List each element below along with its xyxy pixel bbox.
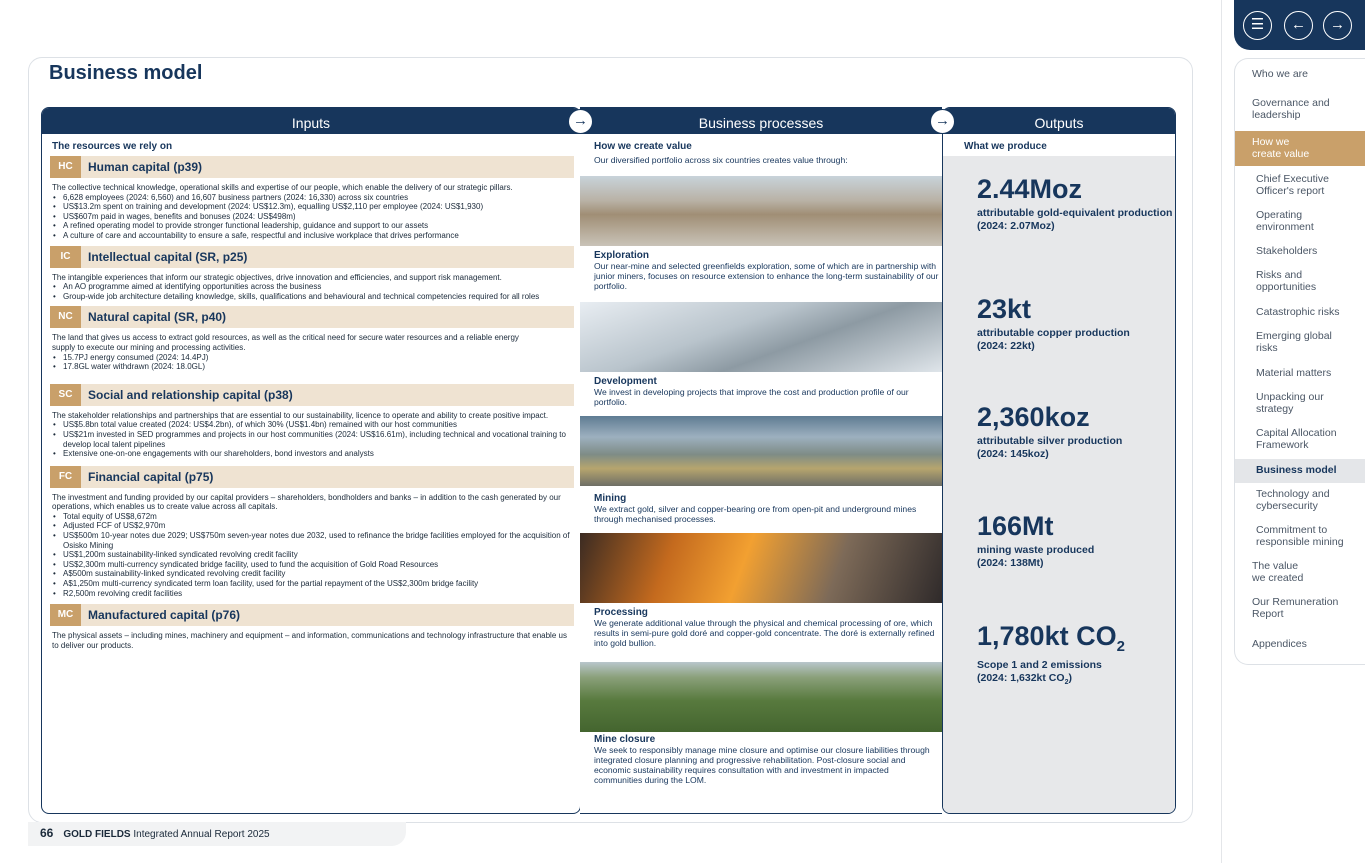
nav-toolbar	[1234, 0, 1365, 50]
nav-item-ceo-report[interactable]: Chief Executive Officer's report	[1256, 173, 1329, 197]
output-prior: (2024: 2.07Moz)	[977, 219, 1055, 232]
nav-item-how-we-create-value[interactable]: How we create value	[1235, 131, 1365, 166]
capital-title[interactable]: Social and relationship capital (p38)	[88, 387, 293, 402]
processes-header: Business processes	[580, 108, 942, 134]
output-value-sub: 2	[1116, 638, 1125, 655]
output-value: 23kt	[977, 294, 1032, 324]
list-item: • A$1,250m multi-currency syndicated term loan facility, used for the partial repayment of the US$2,300m bridge facility	[52, 579, 574, 589]
list-item: • Group-wide job architecture detailing knowledge, skills, qualifications and behavioural and technical competencies required for all roles	[52, 292, 574, 302]
nav-item-governance[interactable]: Governance and leadership	[1252, 97, 1330, 121]
capital-human	[50, 156, 574, 241]
output-prior-end: )	[1068, 671, 1072, 684]
output-gold	[977, 174, 1176, 232]
list-item: • US$13.2m spent on training and development (2024: US$12.3m), equalling US$2,110 per employee (2024: US$1,930)	[52, 202, 507, 212]
nav-panel	[1234, 58, 1365, 665]
exploration-photo	[580, 176, 942, 246]
capital-desc: The investment and funding provided by our capital providers – shareholders, bondholders and banks – in addition to the cash generated by our operations, which enables us to create value across all capitals.	[52, 492, 561, 512]
nav-item-stakeholders[interactable]: Stakeholders	[1256, 245, 1318, 257]
capital-social	[50, 384, 574, 459]
nav-item-remuneration[interactable]: Our Remuneration Report	[1252, 596, 1339, 620]
list-item: • 17.8GL water withdrawn (2024: 18.0GL)	[52, 362, 574, 372]
capital-tag: NC	[50, 306, 81, 328]
capital-desc: The physical assets – including mines, machinery and equipment – and information, communications and technology infrastructure that enable us to deliver our products.	[52, 631, 567, 650]
output-prior: (2024: 138Mt)	[977, 556, 1044, 569]
stage-text: We seek to responsibly manage mine closure and optimise our closure liabilities through integrated closure planning and progressive rehabilitation. Post-closure social and economic sustainability requires consultation with and investment in impacted communities during the LOM.	[594, 745, 930, 785]
arrow-left-icon[interactable]: ←	[1284, 11, 1313, 40]
output-copper	[977, 294, 1176, 352]
arrow-right-icon: →	[930, 109, 955, 134]
capital-natural	[50, 306, 574, 371]
output-label: mining waste produced	[977, 544, 1095, 556]
list-item: • Adjusted FCF of US$2,970m	[52, 521, 574, 531]
stage-title: Development	[594, 376, 657, 387]
capital-manufactured	[50, 604, 574, 650]
output-prior: (2024: 22kt)	[977, 339, 1035, 352]
stage-title: Mining	[594, 493, 627, 504]
inputs-column	[41, 107, 581, 814]
capital-desc: The stakeholder relationships and partnerships that are essential to our sustainability, licence to operate and ability to create positive impact.	[52, 410, 549, 420]
development-photo	[580, 302, 942, 372]
inputs-subhead: The resources we rely on	[52, 141, 173, 152]
list-item: • An AO programme aimed at identifying opportunities across the business	[52, 282, 574, 292]
outputs-column	[942, 107, 1176, 814]
output-label: attributable silver production	[977, 435, 1123, 447]
list-item: • A culture of care and accountability to ensure a safe, respectful and inclusive workplace that drives performance	[52, 231, 574, 241]
capital-tag: FC	[50, 466, 81, 488]
capital-title[interactable]: Financial capital (p75)	[88, 469, 214, 484]
list-item: • Extensive one-on-one engagements with our shareholders, bond investors and analysts	[52, 449, 574, 459]
nav-item-operating-environment[interactable]: Operating environment	[1256, 209, 1314, 233]
capital-title[interactable]: Human capital (p39)	[88, 160, 203, 174]
output-value: 2,360koz	[977, 402, 1090, 432]
output-value: 166Mt	[977, 511, 1054, 541]
output-label: attributable copper production	[977, 327, 1130, 339]
output-silver	[977, 402, 1176, 460]
nav-item-who-we-are[interactable]: Who we are	[1252, 68, 1309, 80]
outputs-subhead: What we produce	[964, 141, 1047, 152]
stage-title: Exploration	[594, 250, 650, 261]
stage-text: We invest in developing projects that improve the cost and production profile of our portfolio.	[594, 387, 909, 407]
list-item: • 6,628 employees (2024: 6,560) and 16,607 business partners (2024: 16,330) across six countries	[52, 193, 574, 203]
list-item: • US$21m invested in SED programmes and projects in our host communities (2024: US$16.61m), including technical and vocational training to develop local talent pipelines	[52, 430, 574, 449]
nav-item-material-matters[interactable]: Material matters	[1256, 367, 1332, 379]
output-label: attributable gold-equivalent production	[977, 207, 1173, 219]
output-waste	[977, 511, 1176, 569]
stage-exploration	[594, 251, 939, 291]
footer	[40, 826, 270, 840]
inputs-header: Inputs	[42, 108, 580, 134]
stage-title: Processing	[594, 607, 648, 618]
mine-closure-photo	[580, 662, 942, 732]
stage-title: Mine closure	[594, 734, 656, 745]
processes-intro: Our diversified portfolio across six countries creates value through:	[594, 155, 848, 165]
list-item: • US$2,300m multi-currency syndicated bridge facility, used to fund the acquisition of Gold Road Resources	[52, 560, 574, 570]
capital-tag: SC	[50, 384, 81, 406]
capital-tag: MC	[50, 604, 81, 626]
stage-text: We extract gold, silver and copper-bearing ore from open-pit and underground mines through mechanised processes.	[594, 504, 917, 524]
list-item: • A refined operating model to provide stronger functional leadership, guidance and support to our assets	[52, 221, 574, 231]
nav-item-technology[interactable]: Technology and cybersecurity	[1256, 488, 1330, 512]
capital-desc: The collective technical knowledge, operational skills and expertise of our people, which enable the delivery of our strategic pillars.	[52, 183, 513, 192]
output-prior: (2024: 145koz)	[977, 447, 1049, 460]
capital-financial	[50, 466, 574, 599]
capital-tag: HC	[50, 156, 81, 178]
outputs-header: Outputs	[943, 108, 1175, 134]
stage-processing	[594, 608, 939, 648]
page-title: Business model	[49, 62, 203, 84]
list-item: • Total equity of US$8,672m	[52, 512, 574, 522]
capital-title[interactable]: Manufactured capital (p76)	[88, 608, 241, 623]
nav-item-strategy[interactable]: Unpacking our strategy	[1256, 391, 1324, 415]
nav-item-responsible-mining[interactable]: Commitment to responsible mining	[1256, 524, 1344, 548]
nav-item-risks[interactable]: Risks and opportunities	[1256, 269, 1317, 293]
page-number: 66	[40, 826, 54, 840]
capital-desc: The land that gives us access to extract gold resources, as well as the critical need for secure water resources and a reliable energy supply to execute our mining and processing activities.	[52, 333, 519, 352]
capital-desc: The intangible experiences that inform our strategic objectives, drive innovation and efficiencies, and support risk management.	[52, 272, 502, 282]
nav-item-catastrophic-risks[interactable]: Catastrophic risks	[1256, 306, 1340, 318]
output-emissions	[977, 621, 1176, 689]
list-item: • US$500m 10-year notes due 2029; US$750m seven-year notes due 2032, used to refinance the bridge facilities employed for the acquisition of Osisko Mining	[52, 531, 574, 550]
stage-text: We generate additional value through the physical and chemical processing of ore, which results in semi-pure gold doré and copper-gold concentrate. The doré is externally refined into gold bullion.	[594, 618, 935, 648]
list-item: • A$500m sustainability-linked syndicated revolving credit facility	[52, 569, 574, 579]
output-label: Scope 1 and 2 emissions	[977, 659, 1102, 671]
stage-text: Our near-mine and selected greenfields exploration, some of which are in partnership with junior miners, focuses on resource extension to enhance the long-term sustainability of our portfolio.	[594, 261, 939, 291]
processing-photo	[580, 533, 942, 603]
mining-photo	[580, 416, 942, 486]
capital-title[interactable]: Natural capital (SR, p40)	[88, 310, 227, 325]
output-value: 2.44Moz	[977, 174, 1083, 204]
footer-doc: Integrated Annual Report 2025	[133, 829, 270, 840]
arrow-right-icon: →	[568, 109, 593, 134]
nav-item-value-we-created[interactable]: The value we created	[1252, 560, 1304, 584]
output-value: 1,780kt CO	[977, 621, 1117, 651]
outputs-body	[943, 156, 1176, 813]
processes-column	[580, 107, 942, 814]
nav-item-business-model[interactable]: Business model	[1235, 459, 1365, 483]
list-item: • R2,500m revolving credit facilities	[52, 589, 574, 599]
list-item: • US$1,200m sustainability-linked syndicated revolving credit facility	[52, 550, 574, 560]
nav-item-capital-allocation[interactable]: Capital Allocation Framework	[1256, 427, 1337, 451]
processes-subhead: How we create value	[594, 141, 692, 152]
footer-brand: GOLD FIELDS	[63, 829, 131, 840]
stage-mine-closure	[594, 735, 939, 785]
list-item: • US$607m paid in wages, benefits and bonuses (2024: US$498m)	[52, 212, 574, 222]
list-item: • US$5.8bn total value created (2024: US$4.2bn), of which 30% (US$1.4bn) remained with our host communities	[52, 420, 574, 430]
nav-item-appendices[interactable]: Appendices	[1252, 638, 1307, 650]
arrow-right-icon[interactable]: →	[1323, 11, 1352, 40]
list-item: • 15.7PJ energy consumed (2024: 14.4PJ)	[52, 353, 574, 363]
stage-mining	[594, 494, 939, 524]
menu-icon[interactable]: ☰	[1243, 11, 1272, 40]
output-prior-sub: 2	[1064, 678, 1069, 686]
nav-item-emerging-risks[interactable]: Emerging global risks	[1256, 330, 1332, 354]
capital-title[interactable]: Intellectual capital (SR, p25)	[88, 249, 248, 264]
capital-intellectual	[50, 246, 574, 302]
stage-development	[594, 377, 939, 407]
capital-tag: IC	[50, 246, 81, 268]
output-prior: (2024: 1,632kt CO	[977, 671, 1065, 684]
